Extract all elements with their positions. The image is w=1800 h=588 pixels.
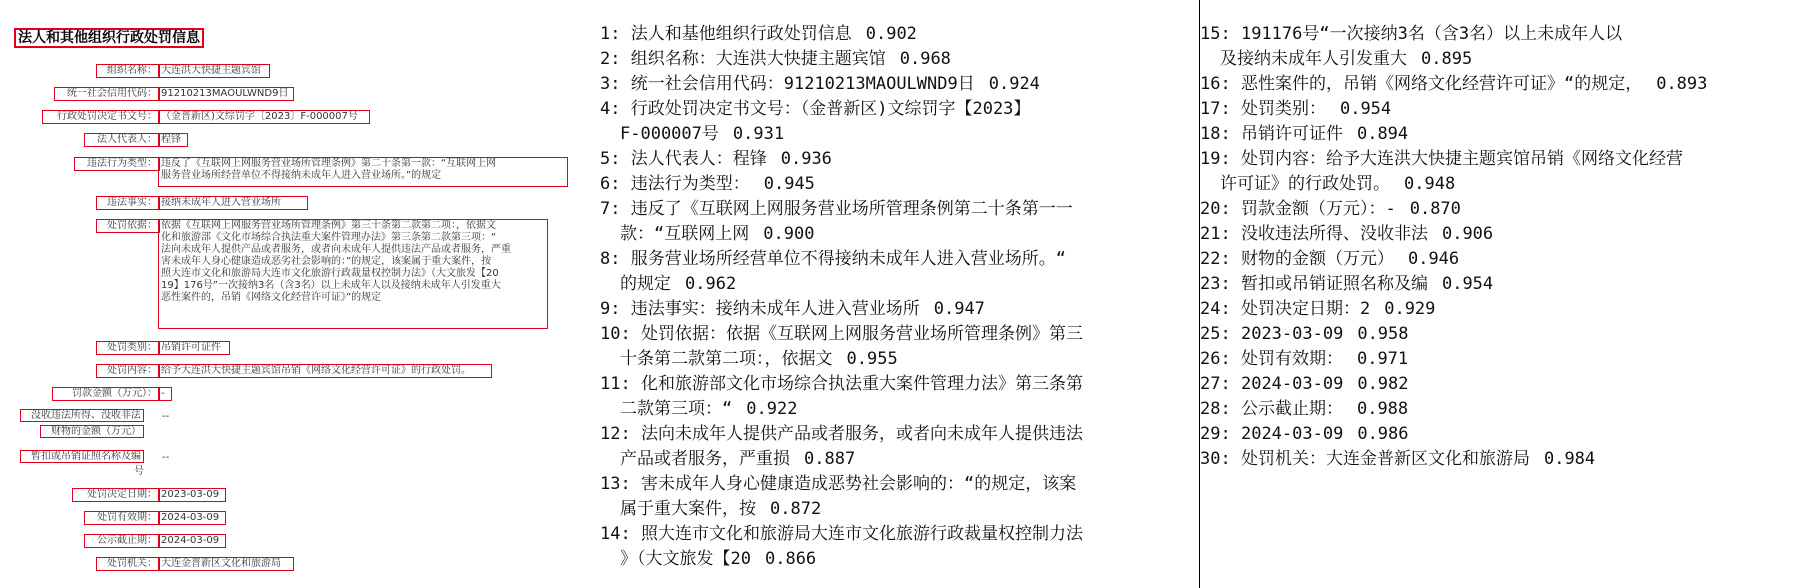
basis-line: 依据《互联网上网服务营业场所管理条例》第三十条第二款第二项：，依据文 — [161, 220, 496, 231]
ocr-result-text: 法人和基他组织行政处罚信息 — [630, 24, 852, 44]
ocr-result-score: 0.922 — [746, 399, 798, 419]
ocr-result-text: 违反了《互联网上网服务营业场所管理条例第二十条第一一 — [630, 199, 1073, 219]
ocr-result-line — [1200, 197, 1800, 222]
field-value-violation-type — [158, 157, 568, 187]
ocr-result-line — [1200, 272, 1800, 297]
field-value-license: -- — [162, 452, 170, 463]
field-label-violation-type: 违法行为类型： — [74, 157, 160, 171]
ocr-result-text: 处罚类别： — [1240, 99, 1326, 119]
ocr-result-row — [600, 247, 1160, 297]
ocr-result-line — [1200, 147, 1800, 172]
ocr-result-line — [1200, 422, 1800, 447]
ocr-result-row — [600, 372, 1160, 422]
ocr-result-row — [1200, 297, 1800, 322]
basis-line: 照大连市文化和旅游局大连市文化旅游行政裁量权控制力法》（大文旅发【20 — [161, 268, 499, 279]
document-title: 法人和其他组织行政处罚信息 — [14, 28, 204, 48]
ocr-result-score: 0.984 — [1543, 449, 1596, 469]
ocr-result-score: 0.955 — [846, 349, 898, 369]
ocr-result-text: 公示截止期： — [1240, 399, 1343, 419]
field-value-fact: 接纳未成年人进入营业场所 — [158, 196, 308, 210]
basis-line: 恶性案件的，吊销《网络文化经营许可证》”的规定 — [161, 292, 382, 303]
ocr-result-index: 6: — [600, 174, 621, 194]
ocr-result-score: 0.936 — [780, 149, 832, 169]
ocr-result-text: 没收违法所得、没收非法 — [1240, 224, 1428, 244]
ocr-result-text: 统一社会信用代码：91210213MAOULWND9日 — [630, 74, 975, 94]
ocr-result-line — [600, 472, 1160, 497]
ocr-result-line — [600, 122, 1160, 147]
ocr-result-index: 10: — [600, 324, 631, 344]
ocr-result-score: 0.948 — [1404, 174, 1456, 194]
ocr-result-score: 0.894 — [1356, 124, 1409, 144]
ocr-result-row — [1200, 347, 1800, 372]
ocr-result-score: 0.947 — [933, 299, 985, 319]
ocr-result-index: 5: — [600, 149, 621, 169]
ocr-result-score: 0.945 — [763, 174, 815, 194]
field-label-decision-date: 处罚决定日期： — [72, 488, 160, 502]
field-label-fine: 罚款金额（万元）： — [52, 387, 160, 401]
field-label-credit-code: 统一社会信用代码： — [54, 87, 160, 101]
ocr-result-index: 1: — [600, 24, 621, 44]
ocr-result-line — [1200, 447, 1800, 472]
violation-type-line: 服务营业场所经营单位不得接纳未成年人进入营业场所。”的规定 — [161, 170, 442, 181]
ocr-result-index: 12: — [600, 424, 631, 444]
ocr-result-index: 15: — [1200, 24, 1231, 44]
field-label-org-name: 组织名称： — [96, 64, 160, 78]
ocr-result-text: 照大连市文化和旅游局大连市文化旅游行政裁量权控制力法 — [640, 524, 1083, 544]
ocr-result-index: 28: — [1200, 399, 1231, 419]
field-label-decision-no: 行政处罚决定书文号： — [42, 110, 160, 124]
ocr-result-line — [600, 447, 1160, 472]
ocr-result-line — [600, 147, 1160, 172]
field-value-credit-code: 91210213MAOULWND9日 — [158, 87, 294, 101]
ocr-result-index: 7: — [600, 199, 621, 219]
ocr-result-score: 0.971 — [1356, 349, 1409, 369]
ocr-result-line — [600, 422, 1160, 447]
ocr-result-line — [600, 97, 1160, 122]
field-value-basis — [158, 219, 548, 329]
ocr-result-score: 0.958 — [1357, 324, 1409, 344]
basis-line: 法向未成年人提供产品或者服务，或者向未成年人提供违法产品或者服务，严重 — [161, 244, 511, 255]
ocr-result-score: 0.968 — [899, 49, 951, 69]
ocr-result-line — [600, 222, 1160, 247]
ocr-result-index: 29: — [1200, 424, 1231, 444]
ocr-result-index: 18: — [1200, 124, 1231, 144]
ocr-result-line — [1200, 222, 1800, 247]
ocr-result-row — [600, 197, 1160, 247]
ocr-result-line — [600, 397, 1160, 422]
ocr-result-index: 25: — [1200, 324, 1231, 344]
ocr-result-line — [600, 47, 1160, 72]
ocr-result-line — [1200, 122, 1800, 147]
ocr-result-line — [600, 522, 1160, 547]
ocr-result-row — [1200, 272, 1800, 297]
ocr-result-line — [1200, 47, 1800, 72]
ocr-result-row — [1200, 247, 1800, 272]
ocr-result-index: 26: — [1200, 349, 1231, 369]
ocr-result-row — [1200, 222, 1800, 247]
ocr-results-column-1 — [600, 22, 1160, 572]
ocr-result-index: 16: — [1200, 74, 1231, 94]
ocr-result-text: 吊销许可证件 — [1240, 124, 1343, 144]
ocr-result-text: 害未成年人身心健康造成恶势社会影响的：“的规定，该案 — [640, 474, 1077, 494]
ocr-result-index: 23: — [1200, 274, 1231, 294]
ocr-result-score: 0.962 — [685, 274, 737, 294]
ocr-result-text: 处罚内容：给予大连洪大快捷主题宾馆吊销《网络文化经营 — [1240, 149, 1683, 169]
ocr-result-line — [600, 322, 1160, 347]
ocr-result-row — [600, 322, 1160, 372]
ocr-result-score: 0.946 — [1407, 249, 1460, 269]
ocr-result-row — [600, 22, 1160, 47]
field-value-fine: - — [158, 387, 172, 401]
ocr-result-text: 款：“互联网上网 — [620, 224, 750, 244]
field-value-authority: 大连金普新区文化和旅游局 — [158, 557, 294, 571]
ocr-result-text: 违法事实：接纳未成年人进入营业场所 — [630, 299, 920, 319]
ocr-result-line — [1200, 72, 1800, 97]
ocr-result-score: 0.895 — [1421, 49, 1473, 69]
ocr-result-line — [1200, 322, 1800, 347]
ocr-result-score: 0.986 — [1357, 424, 1409, 444]
ocr-result-row — [600, 297, 1160, 322]
basis-line: 化和旅游部《文化市场综合执法重大案件管理办法》第三条第二款第三项：“ — [161, 232, 497, 243]
ocr-result-text: 违法行为类型： — [630, 174, 750, 194]
ocr-result-row — [1200, 322, 1800, 347]
ocr-result-line — [600, 497, 1160, 522]
ocr-result-text: 2023-03-09 — [1240, 324, 1344, 344]
ocr-result-text: 化和旅游部文化市场综合执法重大案件管理力法》第三条第 — [640, 374, 1083, 394]
ocr-result-text: F-000007号 — [620, 124, 719, 144]
ocr-result-line — [600, 247, 1160, 272]
ocr-result-row — [1200, 22, 1800, 72]
field-label-authority: 处罚机关： — [96, 557, 160, 571]
ocr-result-text: 产品或者服务，严重损 — [620, 449, 790, 469]
ocr-result-line — [600, 72, 1160, 97]
violation-type-line: 违反了《互联网上网服务营业场所管理条例》第二十条第一款：“互联网上网 — [161, 158, 497, 169]
ocr-result-text: 法人代表人：程锋 — [630, 149, 767, 169]
ocr-result-line — [1200, 97, 1800, 122]
ocr-result-index: 3: — [600, 74, 621, 94]
ocr-result-line — [1200, 297, 1800, 322]
ocr-result-text: 及接纳未成年人引发重大 — [1220, 49, 1407, 69]
ocr-result-text: 属于重大案件，按 — [620, 499, 756, 519]
ocr-result-score: 0.872 — [770, 499, 822, 519]
ocr-result-text: 服务营业场所经营单位不得接纳未成年人进入营业场所。“ — [630, 249, 1066, 269]
ocr-result-index: 21: — [1200, 224, 1231, 244]
ocr-result-index: 14: — [600, 524, 631, 544]
document-image-panel — [0, 0, 580, 588]
ocr-result-line — [1200, 22, 1800, 47]
ocr-result-row — [600, 522, 1160, 572]
ocr-result-score: 0.902 — [865, 24, 917, 44]
ocr-result-score: 0.870 — [1409, 199, 1461, 219]
field-label-category: 处罚类别： — [96, 341, 160, 355]
field-label-representative: 法人代表人： — [84, 133, 160, 147]
ocr-result-index: 2: — [600, 49, 621, 69]
ocr-result-row — [1200, 447, 1800, 472]
ocr-result-text: 2024-03-09 — [1240, 424, 1344, 444]
ocr-result-row — [1200, 122, 1800, 147]
ocr-result-row — [1200, 72, 1800, 97]
field-label-license-line1: 暂扣或吊销证照名称及编 — [20, 450, 144, 463]
ocr-result-index: 22: — [1200, 249, 1231, 269]
ocr-result-index: 20: — [1200, 199, 1231, 219]
ocr-result-line — [600, 372, 1160, 397]
ocr-result-text: 的规定 — [620, 274, 671, 294]
ocr-result-text: 财物的金额（万元） — [1240, 249, 1394, 269]
ocr-result-text: 191176号“一次接纳3名（含3名）以上未成年人以 — [1240, 24, 1623, 44]
ocr-result-line — [1200, 172, 1800, 197]
field-value-category: 吊销许可证件 — [158, 341, 230, 355]
ocr-result-index: 27: — [1200, 374, 1231, 394]
ocr-result-line — [600, 172, 1160, 197]
ocr-result-row — [600, 422, 1160, 472]
field-label-license-line2: 号 — [134, 466, 144, 477]
ocr-result-score: 0.900 — [763, 224, 815, 244]
ocr-result-text: 法向未成年人提供产品或者服务，或者向未成年人提供违法 — [640, 424, 1083, 444]
field-label-valid-date: 处罚有效期： — [84, 511, 160, 525]
ocr-result-text: 二款第三项：“ — [620, 399, 733, 419]
field-label-notice-date: 公示截止期： — [84, 534, 160, 548]
ocr-result-score: 0.988 — [1356, 399, 1409, 419]
ocr-result-score: 0.906 — [1441, 224, 1494, 244]
ocr-result-text: 组织名称：大连洪大快捷主题宾馆 — [630, 49, 886, 69]
ocr-result-text: 恶性案件的，吊销《网络文化经营许可证》“的规定， — [1240, 74, 1643, 94]
ocr-result-line — [600, 22, 1160, 47]
ocr-result-row — [600, 472, 1160, 522]
ocr-result-score: 0.887 — [804, 449, 856, 469]
ocr-result-score: 0.982 — [1357, 374, 1409, 394]
field-value-representative: 程锋 — [158, 133, 188, 147]
ocr-result-row — [600, 72, 1160, 97]
ocr-result-line — [600, 197, 1160, 222]
ocr-result-score: 0.866 — [764, 549, 817, 569]
field-value-content: 给予大连洪大快捷主题宾馆吊销《网络文化经营许可证》的行政处罚。 — [158, 364, 492, 378]
ocr-result-text: 十条第二款第二项：，依据文 — [620, 349, 833, 369]
ocr-result-index: 30: — [1200, 449, 1231, 469]
ocr-result-index: 13: — [600, 474, 631, 494]
field-value-notice-date: 2024-03-09 — [158, 534, 226, 548]
ocr-result-row — [600, 97, 1160, 147]
ocr-result-score: 0.924 — [988, 74, 1040, 94]
ocr-result-row — [600, 47, 1160, 72]
ocr-result-line — [1200, 347, 1800, 372]
ocr-result-score: 0.954 — [1441, 274, 1494, 294]
ocr-result-index: 4: — [600, 99, 621, 119]
ocr-result-row — [1200, 372, 1800, 397]
field-label-confiscate-line1: 没收违法所得、没收非法 — [20, 409, 144, 422]
ocr-result-text: 许可证》的行政处罚。 — [1220, 174, 1390, 194]
ocr-result-index: 19: — [1200, 149, 1231, 169]
ocr-result-row — [1200, 97, 1800, 122]
ocr-result-score: 0.929 — [1384, 299, 1436, 319]
ocr-result-index: 17: — [1200, 99, 1231, 119]
ocr-result-index: 24: — [1200, 299, 1231, 319]
basis-line: 害未成年人身心健康造成恶劣社会影响的：”的规定，该案属于重大案件，按 — [161, 256, 492, 267]
ocr-result-line — [600, 297, 1160, 322]
ocr-result-row — [600, 172, 1160, 197]
ocr-result-text: 处罚机关：大连金普新区文化和旅游局 — [1240, 449, 1530, 469]
basis-line: 19】176号”一次接纳3名（含3名）以上未成年人以及接纳未成年人引发重大 — [161, 280, 501, 291]
ocr-result-text: 处罚决定日期：2 — [1240, 299, 1371, 319]
field-value-confiscate: -- — [162, 411, 170, 422]
ocr-result-score: 0.893 — [1656, 74, 1708, 94]
field-value-decision-date: 2023-03-09 — [158, 488, 226, 502]
ocr-result-text: 行政处罚决定书文号：（金普新区)文综罚字【2023】 — [630, 99, 1031, 119]
field-label-content: 处罚内容： — [96, 364, 160, 378]
field-label-fact: 违法事实： — [96, 196, 160, 210]
ocr-result-line — [600, 347, 1160, 372]
ocr-result-index: 9: — [600, 299, 621, 319]
ocr-result-row — [600, 147, 1160, 172]
ocr-result-line — [1200, 247, 1800, 272]
ocr-result-text: 罚款金额（万元）：- — [1240, 199, 1396, 219]
ocr-result-row — [1200, 397, 1800, 422]
field-value-valid-date: 2024-03-09 — [158, 511, 226, 525]
ocr-result-score: 0.954 — [1339, 99, 1392, 119]
ocr-result-text: 》（大文旅发【20 — [620, 549, 751, 569]
field-value-org-name: 大连洪大快捷主题宾馆 — [158, 64, 270, 78]
ocr-result-line — [600, 272, 1160, 297]
field-label-confiscate-line2: 财物的金额（万元） — [40, 425, 144, 438]
field-label-basis: 处罚依据： — [96, 219, 160, 233]
ocr-result-text: 2024-03-09 — [1240, 374, 1344, 394]
ocr-result-text: 处罚有效期： — [1240, 349, 1343, 369]
ocr-result-text: 处罚依据：依据《互联网上网服务营业场所管理条例》第三 — [640, 324, 1083, 344]
ocr-result-index: 11: — [600, 374, 631, 394]
field-value-decision-no: （金普新区)文综罚字〔2023〕F-000007号 — [158, 110, 370, 124]
ocr-result-row — [1200, 422, 1800, 447]
ocr-result-line — [1200, 397, 1800, 422]
ocr-result-row — [1200, 197, 1800, 222]
ocr-result-index: 8: — [600, 249, 621, 269]
ocr-result-row — [1200, 147, 1800, 197]
ocr-results-column-2 — [1200, 22, 1800, 472]
ocr-result-text: 暂扣或吊销证照名称及编 — [1240, 274, 1428, 294]
ocr-result-line — [600, 547, 1160, 572]
ocr-result-line — [1200, 372, 1800, 397]
ocr-result-score: 0.931 — [732, 124, 785, 144]
